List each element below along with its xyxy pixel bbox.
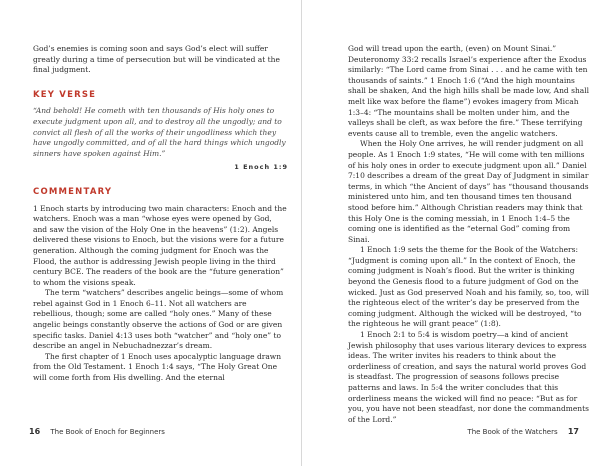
commentary-paragraph-2: The term “watchers” describes angelic beings—some of whom rebel against God in 1 Enoch 6–11. Not all watchers are rebellious, though; some are called “holy ones.” Many of these angelic beings constantly observe the actions of God or are given specific tasks. Daniel 4:13 uses both “watcher” and “holy one” to describe an angel in Nebuchadnezzar’s dream. <box>33 288 284 351</box>
commentary-heading: COMMENTARY <box>33 186 113 197</box>
right-paragraph-1: God will tread upon the earth, (even) on Mount Sinai.” Deuteronomy 33:2 recalls Israel’s experience after the Exodus similarly: “The Lord came from Sinai . . . and he came with ten thousands of saints.” 1 Enoch 1:6 (“And the high mountains shall be shaken, And the high hills shall be made low, And shall melt like wax before the flame”) evokes imagery from Micah 1:3–4: “The mountains shall be molten under him, and the valleys shall be cleft, as wax before the fire.” These terrifying events cause all to tremble, even the angelic watchers. <box>348 44 590 138</box>
left-footer <box>29 427 165 436</box>
right-page <box>302 0 603 466</box>
left-page <box>0 0 301 466</box>
right-paragraph-4: 1 Enoch 2:1 to 5:4 is wisdom poetry—a kind of ancient Jewish philosophy that uses various literary devices to express ideas. The writer invites his readers to think about the orderliness of creation, and says the natural world proves God is steadfast. The progression of seasons follows precise patterns and laws. In 5:4 the writer concludes that this orderliness means the wicked will find no peace: “But as for you, you have not been steadfast, nor done the commandments of the Lord.” <box>348 330 590 424</box>
right-paragraph-2: When the Holy One arrives, he will render judgment on all people. As 1 Enoch 1:9 states, “He will come with ten millions of his holy ones in order to execute judgment upon all.” Daniel 7:10 describes a dream of the great Day of Judgment in similar terms, in which “the Ancient of days” has “thousand thousands ministered unto him, and ten thousand times ten thousand stood before him.” Although Christian readers may think that this Holy One is the coming messiah, in 1 Enoch 1:4–5 the coming one is identified as the “eternal God” coming from Sinai. <box>348 139 589 244</box>
right-column <box>348 44 593 425</box>
key-verse-reference: 1 Enoch 1:9 <box>234 163 288 172</box>
commentary-paragraph-1: 1 Enoch starts by introducing two main characters: Enoch and the watchers. Enoch was a man “whose eyes were opened by God, and saw the vision of the Holy One in the heavens” (1:2). Angels delivered these visions to Enoch, but the visions were for a future generation. Although the coming judgment for Enoch was the Flood, the author is addressing Jewish people living in the third century BCE. The readers of the book are the “future generation” to whom the visions speak. <box>33 203 287 287</box>
key-verse-text: “And behold! He cometh with ten thousands of His holy ones to execute judgment upon all, and to destroy all the ungodly; and to convict all flesh of all the works of their ungodliness which they have ungodly committed, and of all the hard things which ungodly sinners have spoken against Him.” <box>33 106 286 158</box>
right-paragraph-3: 1 Enoch 1:9 sets the theme for the Book of the Watchers: “Judgment is coming upon all.” In the context of Enoch, the coming judgment is Noah’s flood. But the writer is thinking beyond the Genesis flood to a future judgment of God on the wicked. Just as God preserved Noah and his family, so, too, will the righteous elect of the writer’s day be preserved from the coming judgment. Although the wicked will be destroyed, “to the righteous he will grant peace” (1:8). <box>348 245 590 329</box>
key-verse-heading: KEY VERSE <box>33 89 97 100</box>
intro-paragraph: God’s enemies is coming soon and says God’s elect will suffer greatly during a time of persecution but will be vindicated at the final judgment. <box>33 44 280 75</box>
right-footer <box>467 427 579 436</box>
left-page-number: 16 <box>29 427 41 436</box>
right-page-number: 17 <box>567 427 579 436</box>
left-column <box>33 44 288 384</box>
commentary-paragraph-3: The first chapter of 1 Enoch uses apocalyptic language drawn from the Old Testament. 1 Enoch 1:4 says, “The Holy Great One will come forth from His dwelling. And the eternal <box>33 351 282 383</box>
left-running-title: The Book of Enoch for Beginners <box>50 428 165 436</box>
right-running-title: The Book of the Watchers <box>467 428 558 436</box>
